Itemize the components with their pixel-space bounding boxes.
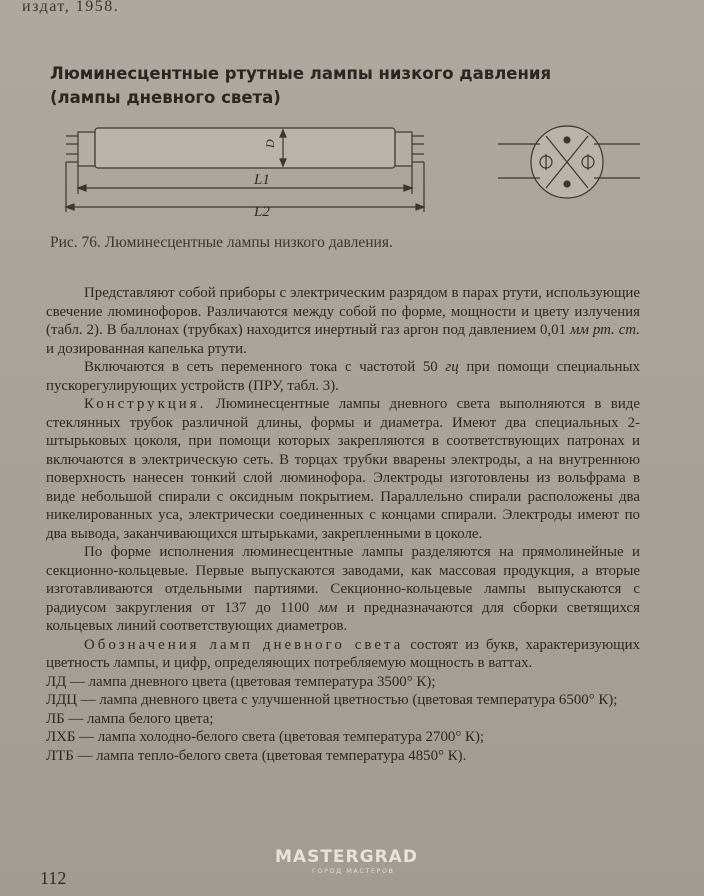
paragraph: Представляют собой приборы с электрическим разрядом в парах ртути, использующие свечение люминофоров. Различаются между собой по форме, мощности и цвету излучения (табл. 2). В баллонах (трубках) находится инертный газ аргон под давлением 0,01 мм рт. ст. и дозированная капелька ртути. [46,285,640,357]
paragraph: По форме исполнения люминесцентные лампы разделяются на прямолинейные и секционно-кольцевые. Первые выпускаются заводами, как массовая продукция, а вторые изготавливаются отдельными партиями. Секционно-кольцевые лампы выпускаются с радиусом закругления от 137 до 1100 мм и предназначаются для сборки светящихся кольцевых линий соответствующих диаметров. [46,544,640,634]
watermark-logo: MASTERGRAD [275,847,418,867]
construction-lead: Конструкция. [84,396,207,412]
section-title-line-2: (лампы дневного света) [50,88,281,107]
lamp-figure [40,118,680,228]
designation-lead: Обозначения ламп дневного света [84,636,404,653]
lamp-end-view-drawing [498,126,640,198]
running-header: издат, 1958. [22,0,120,15]
list-item: ЛХБ — лампа холодно-белого света (цветовая температура 2700° К); [46,729,485,745]
page-number: 112 [40,868,67,888]
length-l2-label: L2 [254,204,270,220]
list-item: ЛД — лампа дневного цвета (цветовая температура 3500° К); [46,673,436,690]
list-item: ЛДЦ — лампа дневного цвета с улучшенной цветностью (цветовая температура 6500° К); [46,692,618,708]
list-item: ЛТБ — лампа тепло-белого света (цветовая температура 4850° К). [46,747,467,764]
paragraph: Обозначения ламп дневного света состоят из букв, характеризующих цветность лампы, и цифр, определяющих потребляемую мощность в ваттах. [46,636,640,671]
length-l1-label: L1 [254,172,270,188]
diameter-label: D [263,139,277,148]
figure-caption: Рис. 76. Люминесцентные лампы низкого давления. [50,234,393,251]
section-title [50,62,551,110]
lamp-type-list [46,673,640,766]
paragraph: Конструкция. Люминесцентные лампы дневного света выполняются в виде стеклянных трубок различной длины, формы и диаметра. Имеют два специальных 2-штырьковых цоколя, при помощи которых закрепляются в соответствующих патронах и включаются в электрическую сеть. В торцах трубки вварены электроды, а на внутреннюю поверхность нанесен тонкий слой люминофора. Электроды изготовлены из вольфрама в виде небольшой спирали с оксидным покрытием. Параллельно спирали расположены два никелированных уса, электрически соединенных с концами спирали. Электроды имеют по два вывода, заканчивающихся штырьками, закрепленными в цоколе. [46,396,640,542]
paragraph: Включаются в сеть переменного тока с частотой 50 гц при помощи специальных пускорегулирующих устройств (ПРУ, табл. 3). [46,359,640,394]
section-title-line-1: Люминесцентные ртутные лампы низкого давления [50,64,552,83]
lamp-tube-drawing [66,128,424,212]
watermark-tagline: ГОРОД МАСТЕРОВ [312,867,395,875]
body-text [46,284,640,765]
list-item: ЛБ — лампа белого цвета; [46,710,214,727]
